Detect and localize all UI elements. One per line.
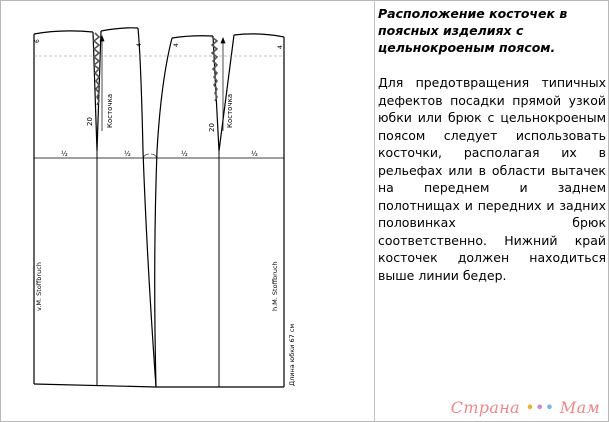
site-watermark: Страна ••• Мам bbox=[450, 398, 600, 417]
half-mark-1: ½ bbox=[61, 150, 68, 158]
back-center-label: h.M. Stoffbruch bbox=[271, 261, 279, 311]
bone-right-label: Косточка bbox=[226, 93, 234, 128]
pattern-back-waist bbox=[172, 36, 213, 38]
pattern-back-waist-2 bbox=[234, 34, 284, 37]
half-mark-2: ½ bbox=[124, 150, 131, 158]
pattern-back-side-seam bbox=[155, 38, 172, 387]
waist-num-4: 4 bbox=[277, 45, 284, 49]
half-mark-3: ½ bbox=[181, 150, 188, 158]
front-center-label: v.M. Stoffbruch bbox=[35, 262, 43, 311]
pattern-front-waist-2 bbox=[101, 28, 138, 31]
pattern-front-side-seam bbox=[138, 28, 156, 387]
hip-notch-left bbox=[143, 154, 149, 158]
pattern-front-hem bbox=[34, 384, 156, 387]
half-mark-4: ½ bbox=[251, 150, 258, 158]
bone-left-label: Косточка bbox=[106, 93, 114, 128]
waist-num-1: 6 bbox=[34, 39, 41, 43]
watermark-part-1: Страна bbox=[450, 398, 520, 417]
waist-num-2: 4 bbox=[136, 43, 143, 47]
text-panel bbox=[378, 5, 606, 284]
skirt-pattern-drawing bbox=[1, 1, 374, 421]
article-heading: Расположение косточек в поясных изделиях с цельнокроеным поясом. bbox=[378, 6, 568, 55]
bone-right-arrow-head bbox=[221, 38, 225, 43]
watermark-part-2: Мам bbox=[559, 398, 600, 417]
hip-notch-right bbox=[151, 154, 157, 158]
twenty-left-label: 20 bbox=[86, 117, 94, 126]
article-body: Для предотвращения типичных дефектов посадки прямой узкой юбки или брюк с цельнокроеным поясом следует использовать косточки, располагая их в рельефах или в области вытачек на переднем и заднем полотнищах и передних и задних половинках брюк соответственно. Нижний край косточек должен находиться выше линии бедер. bbox=[378, 75, 606, 283]
waist-num-3: 4 bbox=[173, 43, 180, 47]
column-divider bbox=[374, 1, 375, 421]
pattern-back-dart bbox=[213, 35, 234, 151]
skirt-length-label: Длина юбки 67 см bbox=[288, 323, 296, 386]
twenty-right-label: 20 bbox=[208, 123, 216, 132]
pattern-front-waist bbox=[34, 31, 93, 34]
